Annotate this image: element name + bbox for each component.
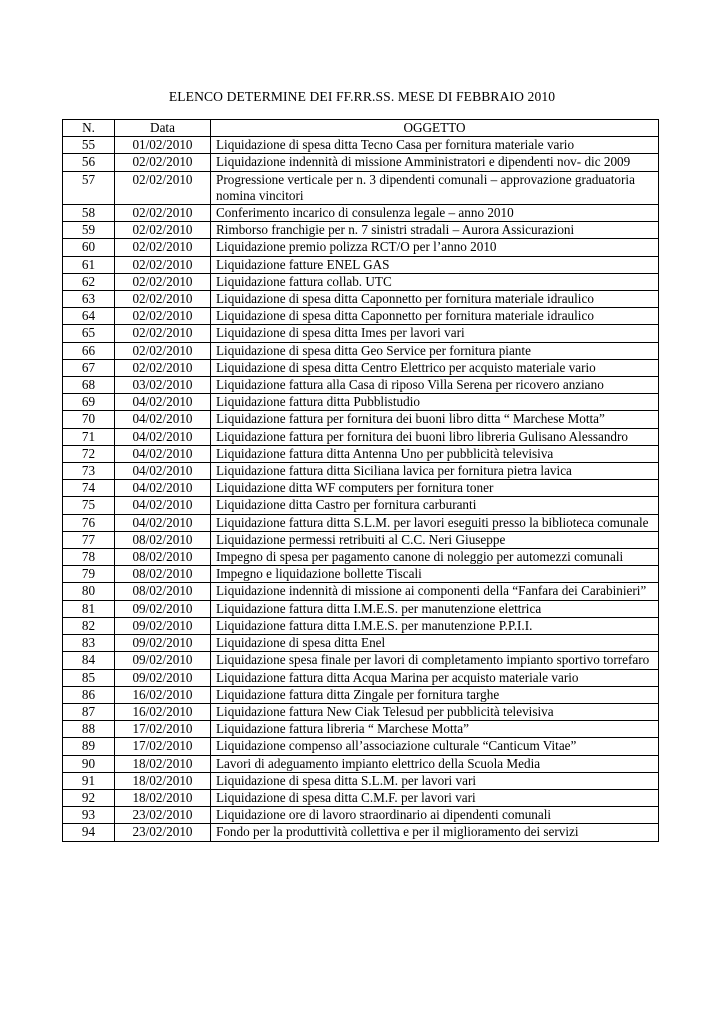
row-subject: Liquidazione fattura ditta S.L.M. per lavori eseguiti presso la biblioteca comunale — [211, 514, 659, 531]
table-row — [63, 703, 659, 720]
table-row — [63, 239, 659, 256]
row-subject: Impegno di spesa per pagamento canone di noleggio per automezzi comunali — [211, 549, 659, 566]
table-row — [63, 789, 659, 806]
page-title: ELENCO DETERMINE DEI FF.RR.SS. MESE DI FEBBRAIO 2010 — [168, 89, 556, 104]
row-number: 70 — [63, 411, 115, 428]
row-subject: Liquidazione fattura New Ciak Telesud per pubblicità televisiva — [211, 703, 659, 720]
row-subject: Liquidazione fattura ditta Siciliana lavica per fornitura pietra lavica — [211, 463, 659, 480]
row-date: 08/02/2010 — [115, 531, 211, 548]
row-number: 94 — [63, 824, 115, 841]
row-date: 02/02/2010 — [115, 205, 211, 222]
table-row — [63, 137, 659, 154]
row-date: 18/02/2010 — [115, 772, 211, 789]
row-subject: Liquidazione premio polizza RCT/O per l’anno 2010 — [211, 239, 659, 256]
row-date: 04/02/2010 — [115, 394, 211, 411]
row-date: 02/02/2010 — [115, 342, 211, 359]
table-row — [63, 411, 659, 428]
row-date: 09/02/2010 — [115, 652, 211, 669]
row-number: 84 — [63, 652, 115, 669]
row-subject: Liquidazione fattura collab. UTC — [211, 273, 659, 290]
row-number: 57 — [63, 171, 115, 204]
table-row — [63, 686, 659, 703]
row-subject: Impegno e liquidazione bollette Tiscali — [211, 566, 659, 583]
table-row — [63, 428, 659, 445]
row-subject: Liquidazione indennità di missione ai componenti della “Fanfara dei Carabinieri” — [211, 583, 659, 600]
row-date: 02/02/2010 — [115, 171, 211, 204]
table-row — [63, 171, 659, 204]
row-subject: Lavori di adeguamento impianto elettrico della Scuola Media — [211, 755, 659, 772]
header-number: N. — [63, 120, 115, 137]
row-subject: Liquidazione fattura per fornitura dei buoni libro libreria Gulisano Alessandro — [211, 428, 659, 445]
table-row — [63, 325, 659, 342]
table-row — [63, 256, 659, 273]
table-row — [63, 394, 659, 411]
row-subject: Liquidazione ore di lavoro straordinario ai dipendenti comunali — [211, 807, 659, 824]
table-row — [63, 807, 659, 824]
table-row — [63, 342, 659, 359]
row-number: 79 — [63, 566, 115, 583]
table-row — [63, 824, 659, 841]
row-date: 23/02/2010 — [115, 807, 211, 824]
row-number: 80 — [63, 583, 115, 600]
row-date: 04/02/2010 — [115, 463, 211, 480]
table-row — [63, 549, 659, 566]
row-subject: Liquidazione di spesa ditta Centro Elettrico per acquisto materiale vario — [211, 359, 659, 376]
determine-table — [62, 119, 659, 842]
row-subject: Liquidazione fattura ditta Acqua Marina per acquisto materiale vario — [211, 669, 659, 686]
row-number: 89 — [63, 738, 115, 755]
row-number: 56 — [63, 154, 115, 171]
row-subject: Liquidazione compenso all’associazione culturale “Canticum Vitae” — [211, 738, 659, 755]
row-date: 02/02/2010 — [115, 222, 211, 239]
row-date: 04/02/2010 — [115, 480, 211, 497]
row-number: 87 — [63, 703, 115, 720]
header-subject: OGGETTO — [211, 120, 659, 137]
row-subject: Liquidazione permessi retribuiti al C.C. Neri Giuseppe — [211, 531, 659, 548]
row-number: 90 — [63, 755, 115, 772]
row-number: 81 — [63, 600, 115, 617]
row-date: 17/02/2010 — [115, 721, 211, 738]
row-date: 02/02/2010 — [115, 273, 211, 290]
row-subject: Liquidazione fattura alla Casa di riposo Villa Serena per ricovero anziano — [211, 377, 659, 394]
table-row — [63, 445, 659, 462]
row-subject: Liquidazione ditta Castro per fornitura carburanti — [211, 497, 659, 514]
row-number: 92 — [63, 789, 115, 806]
row-date: 09/02/2010 — [115, 635, 211, 652]
row-number: 69 — [63, 394, 115, 411]
row-number: 59 — [63, 222, 115, 239]
table-row — [63, 463, 659, 480]
row-date: 09/02/2010 — [115, 669, 211, 686]
table-row — [63, 497, 659, 514]
row-subject: Liquidazione fattura libreria “ Marchese Motta” — [211, 721, 659, 738]
row-subject: Liquidazione fattura ditta Antenna Uno per pubblicità televisiva — [211, 445, 659, 462]
table-row — [63, 600, 659, 617]
row-date: 03/02/2010 — [115, 377, 211, 394]
row-date: 02/02/2010 — [115, 154, 211, 171]
row-date: 16/02/2010 — [115, 686, 211, 703]
row-subject: Liquidazione di spesa ditta Tecno Casa per fornitura materiale vario — [211, 137, 659, 154]
row-subject: Conferimento incarico di consulenza legale – anno 2010 — [211, 205, 659, 222]
row-date: 09/02/2010 — [115, 600, 211, 617]
row-date: 02/02/2010 — [115, 359, 211, 376]
row-date: 02/02/2010 — [115, 239, 211, 256]
row-date: 08/02/2010 — [115, 583, 211, 600]
row-number: 63 — [63, 291, 115, 308]
header-date: Data — [115, 120, 211, 137]
row-date: 09/02/2010 — [115, 617, 211, 634]
row-date: 08/02/2010 — [115, 549, 211, 566]
table-row — [63, 359, 659, 376]
row-date: 18/02/2010 — [115, 755, 211, 772]
row-subject: Liquidazione fattura ditta Zingale per fornitura targhe — [211, 686, 659, 703]
table-row — [63, 308, 659, 325]
row-date: 04/02/2010 — [115, 497, 211, 514]
table-body — [63, 137, 659, 841]
row-subject: Liquidazione indennità di missione Amministratori e dipendenti nov- dic 2009 — [211, 154, 659, 171]
table-row — [63, 222, 659, 239]
table-row — [63, 205, 659, 222]
row-subject: Liquidazione ditta WF computers per fornitura toner — [211, 480, 659, 497]
row-date: 23/02/2010 — [115, 824, 211, 841]
row-date: 18/02/2010 — [115, 789, 211, 806]
row-number: 82 — [63, 617, 115, 634]
table-row — [63, 291, 659, 308]
row-subject: Liquidazione spesa finale per lavori di completamento impianto sportivo torrefaro — [211, 652, 659, 669]
row-subject: Liquidazione di spesa ditta Caponnetto per fornitura materiale idraulico — [211, 291, 659, 308]
row-date: 02/02/2010 — [115, 325, 211, 342]
row-subject: Liquidazione di spesa ditta Enel — [211, 635, 659, 652]
row-subject: Liquidazione di spesa ditta Imes per lavori vari — [211, 325, 659, 342]
row-number: 61 — [63, 256, 115, 273]
row-subject: Liquidazione fattura ditta Pubblistudio — [211, 394, 659, 411]
row-date: 16/02/2010 — [115, 703, 211, 720]
row-number: 60 — [63, 239, 115, 256]
row-number: 77 — [63, 531, 115, 548]
table-row — [63, 669, 659, 686]
table-row — [63, 721, 659, 738]
row-number: 85 — [63, 669, 115, 686]
row-date: 02/02/2010 — [115, 308, 211, 325]
row-date: 17/02/2010 — [115, 738, 211, 755]
row-date: 04/02/2010 — [115, 411, 211, 428]
row-subject: Liquidazione di spesa ditta S.L.M. per lavori vari — [211, 772, 659, 789]
table-row — [63, 652, 659, 669]
row-number: 91 — [63, 772, 115, 789]
row-subject: Fondo per la produttività collettiva e per il miglioramento dei servizi — [211, 824, 659, 841]
row-subject: Liquidazione fattura ditta I.M.E.S. per manutenzione P.P.I.I. — [211, 617, 659, 634]
row-subject: Liquidazione fattura per fornitura dei buoni libro ditta “ Marchese Motta” — [211, 411, 659, 428]
table-row — [63, 566, 659, 583]
row-number: 66 — [63, 342, 115, 359]
row-number: 64 — [63, 308, 115, 325]
table-row — [63, 635, 659, 652]
row-subject: Liquidazione di spesa ditta Caponnetto per fornitura materiale idraulico — [211, 308, 659, 325]
table-row — [63, 617, 659, 634]
table-header-row — [63, 120, 659, 137]
row-number: 71 — [63, 428, 115, 445]
table-row — [63, 531, 659, 548]
row-subject: Progressione verticale per n. 3 dipendenti comunali – approvazione graduatoria nomina vincitori — [211, 171, 659, 204]
row-date: 02/02/2010 — [115, 256, 211, 273]
table-row — [63, 738, 659, 755]
row-number: 72 — [63, 445, 115, 462]
row-date: 04/02/2010 — [115, 445, 211, 462]
row-number: 74 — [63, 480, 115, 497]
row-number: 65 — [63, 325, 115, 342]
row-subject: Liquidazione di spesa ditta C.M.F. per lavori vari — [211, 789, 659, 806]
row-subject: Liquidazione fattura ditta I.M.E.S. per manutenzione elettrica — [211, 600, 659, 617]
table-row — [63, 583, 659, 600]
row-number: 62 — [63, 273, 115, 290]
row-date: 08/02/2010 — [115, 566, 211, 583]
table-row — [63, 514, 659, 531]
row-subject: Rimborso franchigie per n. 7 sinistri stradali – Aurora Assicurazioni — [211, 222, 659, 239]
table-row — [63, 377, 659, 394]
row-number: 58 — [63, 205, 115, 222]
table-row — [63, 772, 659, 789]
row-date: 02/02/2010 — [115, 291, 211, 308]
row-subject: Liquidazione fatture ENEL GAS — [211, 256, 659, 273]
table-row — [63, 755, 659, 772]
row-number: 78 — [63, 549, 115, 566]
row-number: 68 — [63, 377, 115, 394]
table-row — [63, 273, 659, 290]
row-number: 55 — [63, 137, 115, 154]
row-number: 75 — [63, 497, 115, 514]
row-date: 04/02/2010 — [115, 428, 211, 445]
row-number: 83 — [63, 635, 115, 652]
table-row — [63, 154, 659, 171]
row-subject: Liquidazione di spesa ditta Geo Service per fornitura piante — [211, 342, 659, 359]
row-number: 76 — [63, 514, 115, 531]
row-number: 67 — [63, 359, 115, 376]
row-date: 01/02/2010 — [115, 137, 211, 154]
row-number: 73 — [63, 463, 115, 480]
table-row — [63, 480, 659, 497]
row-number: 86 — [63, 686, 115, 703]
row-date: 04/02/2010 — [115, 514, 211, 531]
row-number: 93 — [63, 807, 115, 824]
row-number: 88 — [63, 721, 115, 738]
